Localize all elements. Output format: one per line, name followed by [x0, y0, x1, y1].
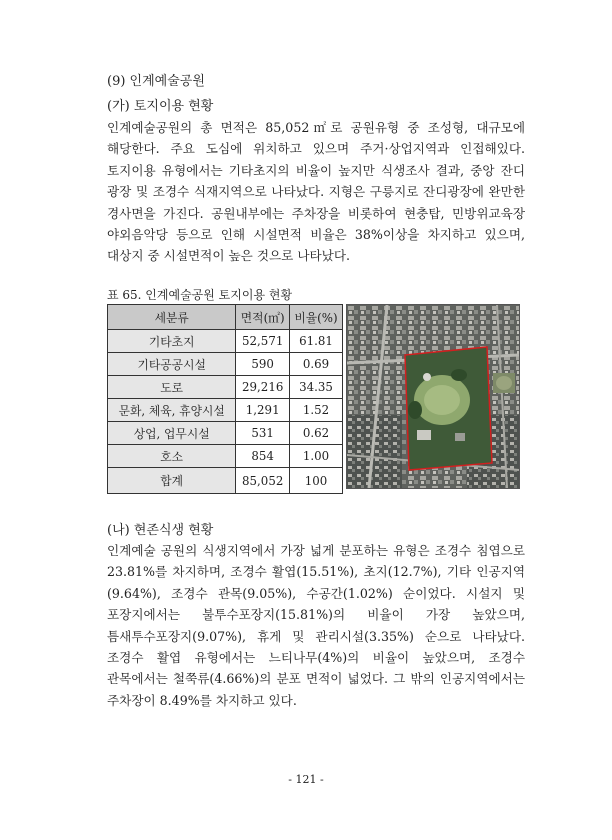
cell-ratio: 61.81	[290, 330, 343, 353]
cell-area: 29,216	[236, 376, 290, 399]
table-row	[108, 422, 343, 445]
table-caption: 표 65. 인계예술공원 토지이용 현황	[107, 288, 293, 302]
cell-category: 상업, 업무시설	[108, 422, 236, 445]
table-row	[108, 399, 343, 422]
cell-ratio: 100	[290, 468, 343, 494]
table-row	[108, 445, 343, 468]
land-use-table	[107, 304, 343, 494]
table-header-row	[108, 305, 343, 330]
cell-ratio: 0.69	[290, 353, 343, 376]
cell-area: 85,052	[236, 468, 290, 494]
header-area: 면적(㎡)	[236, 305, 290, 330]
cell-category: 문화, 체육, 휴양시설	[108, 399, 236, 422]
cell-ratio: 1.52	[290, 399, 343, 422]
cell-category: 합계	[108, 468, 236, 494]
cell-category: 도로	[108, 376, 236, 399]
cell-ratio: 1.00	[290, 445, 343, 468]
cell-area: 52,571	[236, 330, 290, 353]
cell-area: 1,291	[236, 399, 290, 422]
header-ratio: 비율(%)	[290, 305, 343, 330]
table-total-row	[108, 468, 343, 494]
cell-ratio: 34.35	[290, 376, 343, 399]
header-category: 세분류	[108, 305, 236, 330]
section-heading: (9) 인계예술공원	[107, 74, 205, 89]
page-number: - 121 -	[288, 773, 324, 786]
land-use-paragraph: 인계예술공원의 총 면적은 85,052㎡로 공원유형 중 조성형, 대규모에 해당한다. 주요 도심에 위치하고 있으며 주거·상업지역과 인접해있다. 토지이용 유형에서는 기타초지의 비율이 높지만 식생조사 결과, 중앙 잔디 광장 및 조경수 식재지역으로 나타났다. 지형은 구릉지로 잔디광장에 완만한 경사면을 가진다. 공원내부에는 주차장을 비롯하여 현충탑, 민방위교육장 야외음악당 등으로 인해 시설면적 비율은 38%이상을 차지하고 있으며, 대상지 중 시설면적이 높은 것으로 나타났다.	[107, 120, 525, 264]
cell-category: 기타초지	[108, 330, 236, 353]
table-row	[108, 376, 343, 399]
cell-ratio: 0.62	[290, 422, 343, 445]
table-row	[108, 353, 343, 376]
aerial-photo	[346, 304, 520, 489]
cell-category: 호소	[108, 445, 236, 468]
cell-area: 854	[236, 445, 290, 468]
subsection-heading-vegetation: (나) 현존식생 현황	[107, 523, 214, 538]
table-row	[108, 330, 343, 353]
cell-area: 531	[236, 422, 290, 445]
vegetation-paragraph: 인계예술 공원의 식생지역에서 가장 넓게 분포하는 유형은 조경수 침엽으로 23.81%를 차지하며, 조경수 활엽(15.51%), 초지(12.7%), 기타 인공지역(9.64%), 조경수 관목(9.05%), 수공간(1.02%) 순이었다. 시설지 및 포장지에서는 불투수포장지(15.81%)의 비율이 가장 높았으며, 틈새투수포장지(9.07%), 휴게 및 관리시설(3.35%) 순으로 나타났다. 조경수 활엽 유형에서는 느티나무(4%)의 비율이 높았으며, 조경수 관목에서는 철쭉류(4.66%)의 분포 면적이 넓었다. 그 밖의 인공지역에서는 주차장이 8.49%를 차지하고 있다.	[107, 543, 525, 708]
subsection-heading-land-use: (가) 토지이용 현황	[107, 99, 214, 114]
cell-area: 590	[236, 353, 290, 376]
cell-category: 기타공공시설	[108, 353, 236, 376]
